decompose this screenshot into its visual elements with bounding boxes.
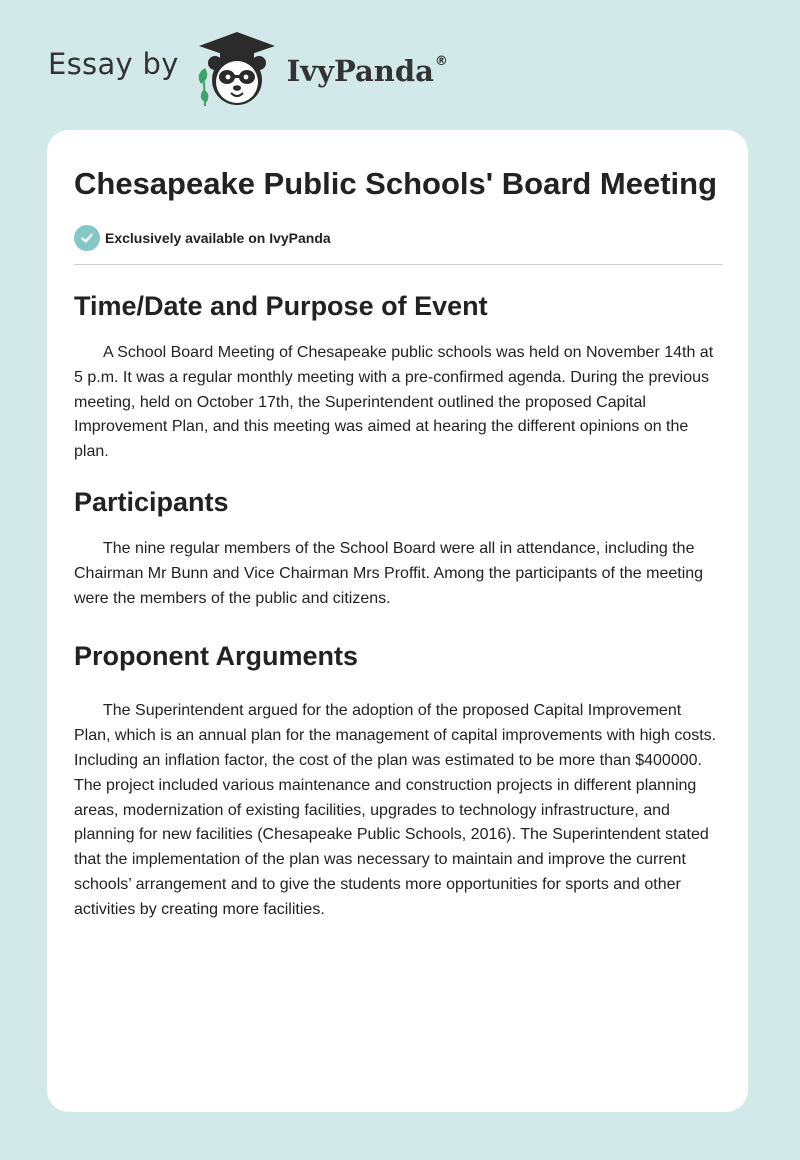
- section-paragraph: The Superintendent argued for the adoption of the proposed Capital Improvement Plan, which is an annual plan for the management of capital improvements with high costs. Including an inflation factor, the cost of the plan was estimated to be more than $400000. The project included various maintenance and construction projects in different planning areas, modernization of existing facilities, upgrades to technology infrastructure, and planning for new facilities (Chesapeake Public Schools, 2016). The Superintendent stated that the implementation of the plan was necessary to maintain and improve the current schools’ arrangement and to give the students more opportunities for sports and other activities by creating more facilities.: [74, 702, 717, 918]
- panda-logo-icon: [193, 30, 281, 110]
- brand-name: IvyPanda®: [286, 54, 448, 88]
- essay-content: [74, 163, 722, 923]
- checkmark-icon: [74, 225, 100, 251]
- exclusive-badge: [74, 224, 722, 252]
- section-paragraph: A School Board Meeting of Chesapeake public schools was held on November 14th at 5 p.m. It was a regular monthly meeting with a pre-confirmed agenda. During the previous meeting, held on October 17th, the Superintendent outlined the proposed Capital Improvement Plan, and this meeting was aimed at hearing the different opinions on the plan.: [74, 344, 714, 461]
- registered-mark: ®: [434, 54, 448, 69]
- section-heading: Proponent Arguments: [74, 641, 359, 672]
- section-heading: Time/Date and Purpose of Event: [74, 291, 488, 321]
- section-heading: Participants: [74, 486, 229, 517]
- essay-title: Chesapeake Public Schools' Board Meeting: [74, 166, 718, 201]
- exclusive-badge-label: Exclusively available on IvyPanda: [105, 230, 331, 246]
- essay-by-label: Essay by: [48, 47, 179, 81]
- essay-card: [47, 130, 748, 1112]
- title-divider: [74, 264, 723, 265]
- site-header: [48, 30, 448, 110]
- section-paragraph: The nine regular members of the School Board were all in attendance, including the Chairman Mr Bunn and Vice Chairman Mrs Proffit. Among the participants of the meeting were the members of the public and citizens.: [74, 539, 704, 607]
